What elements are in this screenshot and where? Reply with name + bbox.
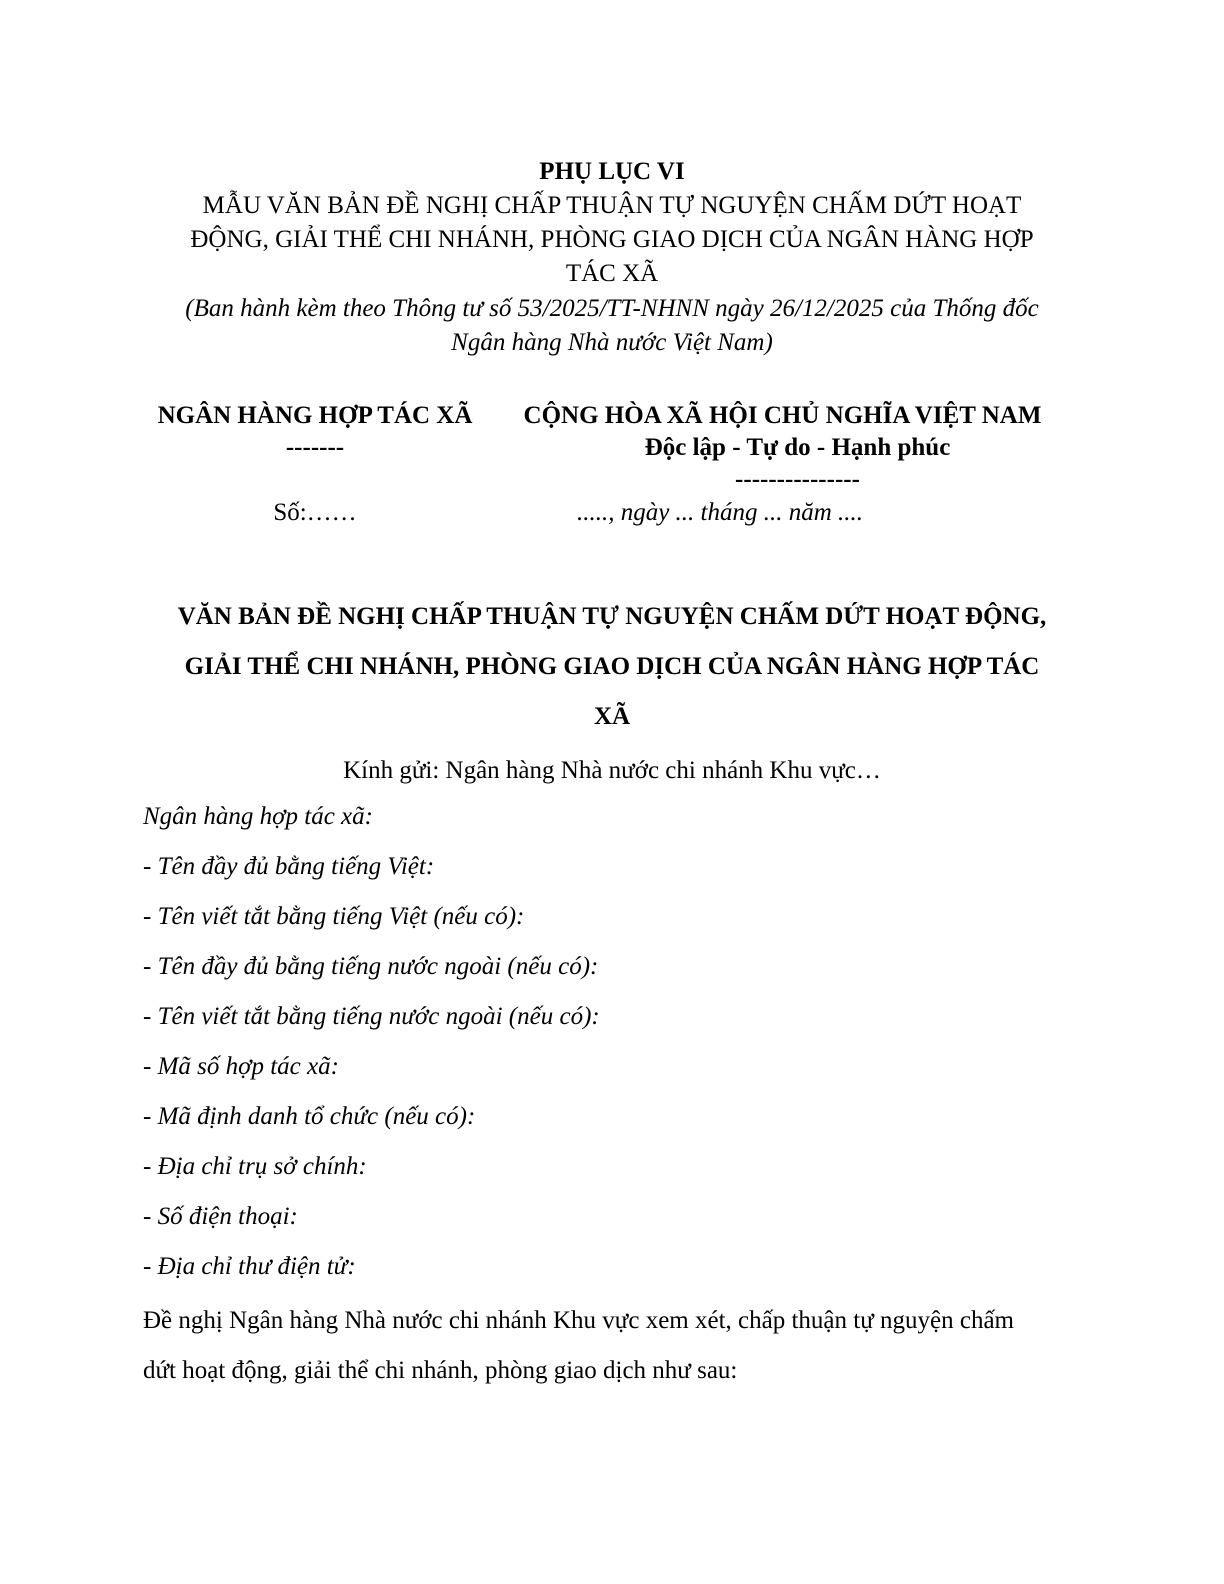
org-rule: ------- [285,434,345,461]
field-label: - Tên viết tắt bằng tiếng nước ngoài (nếu có): [143,1003,600,1030]
motto-rule: --------------- [735,466,860,493]
appendix-subtitle-line: TÁC XÃ [565,260,659,287]
paragraph-line: dứt hoạt động, giải thể chi nhánh, phòng giao dịch như sau: [143,1357,738,1384]
document-title-line: VĂN BẢN ĐỀ NGHỊ CHẤP THUẬN TỰ NGUYỆN CHẤM DỨT HOẠT ĐỘNG, [177,603,1047,630]
field-label: - Địa chỉ trụ sở chính: [143,1153,367,1180]
appendix-subtitle-line: MẪU VĂN BẢN ĐỀ NGHỊ CHẤP THUẬN TỰ NGUYỆN CHẤM DỨT HOẠT [202,192,1022,219]
national-motto: Độc lập - Tự do - Hạnh phúc [644,434,951,461]
field-label: - Tên viết tắt bằng tiếng Việt (nếu có): [143,903,525,930]
appendix-heading [100,155,1124,360]
nation-name: CỘNG HÒA XÃ HỘI CHỦ NGHĨA VIỆT NAM [523,402,1042,429]
field-label: - Mã định danh tổ chức (nếu có): [143,1103,476,1130]
org-name: NGÂN HÀNG HỢP TÁC XÃ [157,402,473,429]
document-title-line: XÃ [593,703,631,730]
document-title-line: GIẢI THỂ CHI NHÁNH, PHÒNG GIAO DỊCH CỦA NGÂN HÀNG HỢP TÁC [184,653,1040,680]
recipient-line: Kính gửi: Ngân hàng Nhà nước chi nhánh Khu vực… [343,757,881,784]
place-date: ....., ngày ... tháng ... năm .... [576,499,864,526]
field-label: - Tên đầy đủ bằng tiếng nước ngoài (nếu có): [143,953,599,980]
national-header [500,400,1065,496]
paragraph-line: Đề nghị Ngân hàng Nhà nước chi nhánh Khu vực xem xét, chấp thuận tự nguyện chấm [143,1307,1014,1334]
field-label: - Mã số hợp tác xã: [143,1053,339,1080]
field-label: Ngân hàng hợp tác xã: [143,803,373,830]
field-label: - Tên đầy đủ bằng tiếng Việt: [143,853,435,880]
bank-info-fields [143,797,1083,1297]
field-label: - Số điện thoại: [143,1203,298,1230]
document-title [100,592,1124,742]
field-label: - Địa chỉ thư điện tử: [143,1253,356,1280]
appendix-title: PHỤ LỤC VI [539,158,685,185]
appendix-subtitle-line: ĐỘNG, GIẢI THỂ CHI NHÁNH, PHÒNG GIAO DỊCH CỦA NGÂN HÀNG HỢP [190,226,1034,253]
issuing-organization [130,400,500,464]
reference-line: Ngân hàng Nhà nước Việt Nam) [451,329,773,356]
appendix-reference [100,292,1124,360]
request-paragraph [143,1296,1083,1396]
document-number: Số:…… [273,499,357,526]
reference-line: (Ban hành kèm theo Thông tư số 53/2025/TT-NHNN ngày 26/12/2025 của Thống đốc [185,295,1039,322]
